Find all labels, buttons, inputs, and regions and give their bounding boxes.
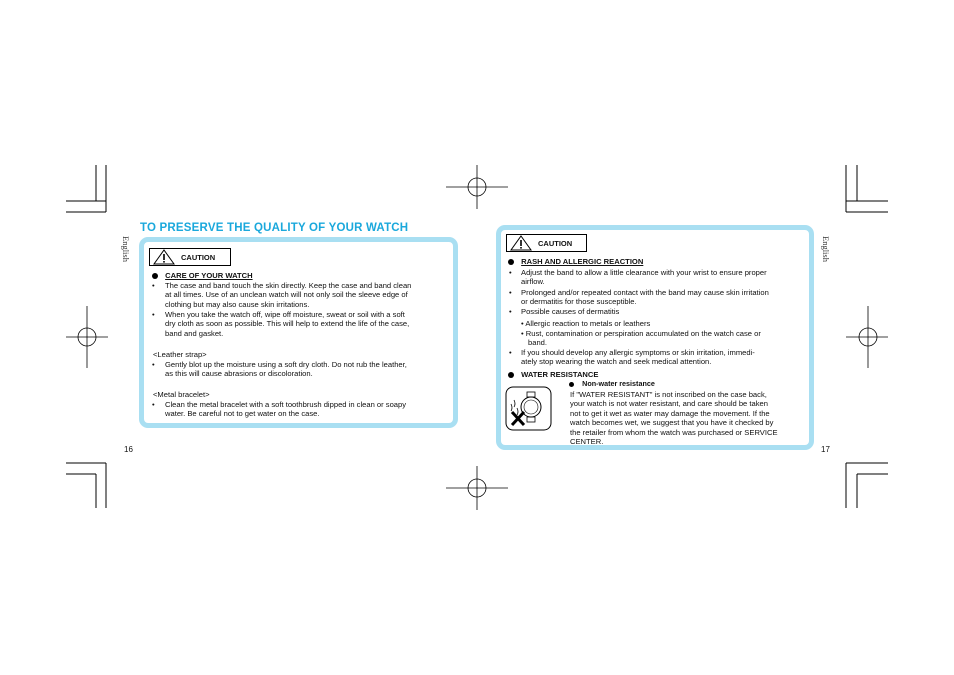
rash-title: RASH AND ALLERGIC REACTION <box>521 257 644 266</box>
water-title: WATER RESISTANCE <box>521 370 599 379</box>
page-title: TO PRESERVE THE QUALITY OF YOUR WATCH <box>140 222 409 234</box>
nonwater-title: Non-water resistance <box>582 379 655 388</box>
cause-1: • Allergic reaction to metals or leathers <box>521 319 651 328</box>
page-number-right: 17 <box>821 445 830 454</box>
care-item-2: When you take the watch off, wipe off moisture, sweat or soil with a soft dry cloth as soon as possible. This will help to extend the life of the case, band and gasket. <box>165 310 410 338</box>
water-heading <box>508 370 598 379</box>
warning-triangle-icon <box>510 235 532 251</box>
bullet-dot-icon <box>569 382 574 387</box>
metal-heading: <Metal bracelet> <box>153 390 210 399</box>
bullet-dot-icon <box>508 259 514 265</box>
registration-mark-icon <box>446 165 508 209</box>
caution-box-right <box>506 234 587 252</box>
registration-mark-icon <box>446 466 508 510</box>
care-item-1: The case and band touch the skin directly. Keep the case and band clean at all times. Use of an unclean watch will not only soil the sleeve edge of clothing but may also cause skin irritations. <box>165 281 412 309</box>
section-heading <box>152 271 253 280</box>
registration-mark-icon <box>846 306 888 368</box>
metal-item: Clean the metal bracelet with a soft toothbrush dipped in clean or soapy water. Be careful not to get water on the case. <box>165 400 407 419</box>
rash-item-3: Possible causes of dermatitis <box>521 307 620 316</box>
nonwater-text: If "WATER RESISTANT" is not inscribed on the case back, your watch is not water resistant, and care should be taken not to get it wet as water may damage the movement. If the watch becomes wet, we suggest that you have it checked by the retailer from whom the watch was purchased or SERVICE CENTER. <box>570 390 778 447</box>
rash-heading <box>508 257 643 266</box>
warning-triangle-icon <box>153 249 175 265</box>
allergy-item: If you should develop any allergic symptoms or skin irritation, immedi- ately stop wearing the watch and seek medical attention. <box>521 348 755 367</box>
registration-mark-icon <box>66 306 108 368</box>
rash-item-1: Adjust the band to allow a little clearance with your wrist to ensure proper airflow. <box>521 268 767 287</box>
nonwater-heading <box>569 379 655 388</box>
language-side-label: English <box>121 236 131 262</box>
rash-item-2: Prolonged and/or repeated contact with the band may cause skin irritation or dermatitis for those susceptible. <box>521 288 769 307</box>
caution-label: CAUTION <box>181 252 216 262</box>
caution-label-right: CAUTION <box>538 238 573 248</box>
care-title: CARE OF YOUR WATCH <box>165 271 253 280</box>
bullet-dot-icon <box>152 273 158 279</box>
cause-2: • Rust, contamination or perspiration accumulated on the watch case or band. <box>521 329 761 348</box>
language-side-label-right: English <box>821 236 831 262</box>
leather-item: Gently blot up the moisture using a soft dry cloth. Do not rub the leather, as this will cause abrasions or discoloration. <box>165 360 407 379</box>
no-water-watch-icon <box>505 386 552 431</box>
caution-box <box>149 248 231 266</box>
bullet-dot-icon <box>508 372 514 378</box>
leather-heading: <Leather strap> <box>153 350 207 359</box>
page-number: 16 <box>124 445 133 454</box>
